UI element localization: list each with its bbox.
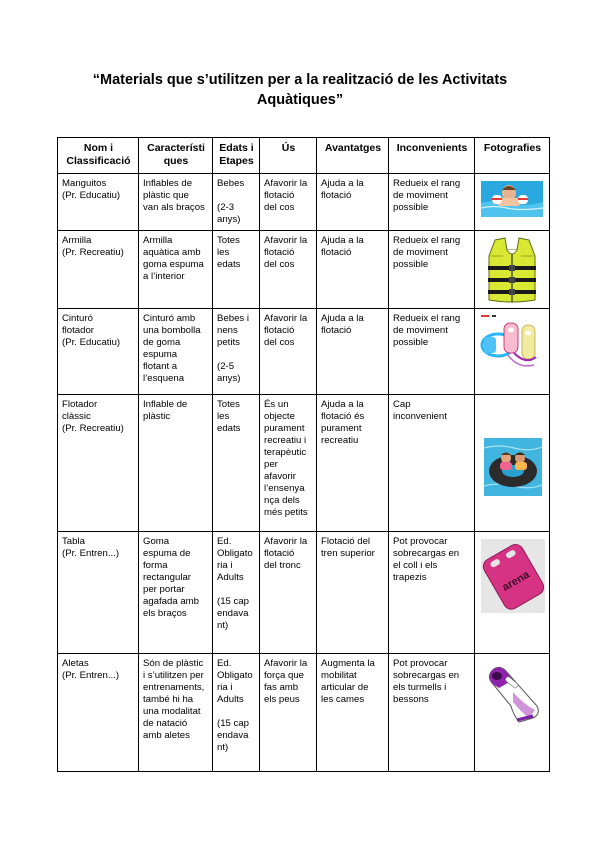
cell-photo xyxy=(475,395,550,532)
header-photos: Fotografies xyxy=(475,138,550,174)
header-drawbacks: Inconvenients xyxy=(389,138,475,174)
cell-ages: Ed. Obligato ria i Adults (15 cap endava nt) xyxy=(213,654,260,772)
table-row xyxy=(58,532,550,654)
header-name: Nom i Classificació xyxy=(58,138,139,174)
cell-ages: Totes les edats xyxy=(213,395,260,532)
cell-advantages: Ajuda a la flotació xyxy=(317,174,389,231)
table-row xyxy=(58,395,550,532)
header-use: Ús xyxy=(260,138,317,174)
kickboard-brand-logo: arena xyxy=(500,568,532,594)
cell-use: És un objecte purament recreatiu i terapèutic per afavorir l’ensenya nça dels més petits xyxy=(260,395,317,532)
cell-use: Afavorir la flotació del cos xyxy=(260,231,317,309)
cell-photo xyxy=(475,309,550,395)
document-title: “Materials que s’utilitzen per a la realització de les Activitats Aquàtiques” xyxy=(92,72,508,108)
swim-ring-photo xyxy=(484,438,542,496)
cell-use: Afavorir la flotació del cos xyxy=(260,174,317,231)
cell-ages: Totes les edats xyxy=(213,231,260,309)
cell-features: Armilla aquàtica amb goma espuma a l’interior xyxy=(139,231,213,309)
cell-advantages: Augmenta la mobilitat articular de les cames xyxy=(317,654,389,772)
cell-drawbacks: Pot provocar sobrecargas en els turmells i bessons xyxy=(389,654,475,772)
cell-use: Afavorir la flotació del tronc xyxy=(260,532,317,654)
header-ages: Edats i Etapes xyxy=(213,138,260,174)
cell-features: Inflable de plàstic xyxy=(139,395,213,532)
table-row xyxy=(58,231,550,309)
cell-name: Flotador clàssic (Pr. Recreatiu) xyxy=(58,395,139,532)
cell-advantages: Ajuda a la flotació xyxy=(317,231,389,309)
cell-advantages: Ajuda a la flotació és purament recreatiu xyxy=(317,395,389,532)
cell-name: Armilla (Pr. Recreatiu) xyxy=(58,231,139,309)
table-row xyxy=(58,174,550,231)
cell-photo xyxy=(475,174,550,231)
cell-drawbacks: Pot provocar sobrecargas en el coll i els trapezis xyxy=(389,532,475,654)
cell-drawbacks: Redueix el rang de moviment possible xyxy=(389,231,475,309)
table-row xyxy=(58,654,550,772)
cell-ages: Ed. Obligato ria i Adults (15 cap endava nt) xyxy=(213,532,260,654)
cell-photo xyxy=(475,654,550,772)
header-advantages: Avantatges xyxy=(317,138,389,174)
cell-photo xyxy=(475,231,550,309)
cell-advantages: Flotació del tren superior xyxy=(317,532,389,654)
cell-ages: Bebes (2-3 anys) xyxy=(213,174,260,231)
cell-features: Goma espuma de forma rectangular per portar agafada amb els braços xyxy=(139,532,213,654)
kickboard-photo xyxy=(481,539,545,613)
cell-name: Cinturó flotador (Pr. Educatiu) xyxy=(58,309,139,395)
cell-drawbacks: Redueix el rang de moviment possible xyxy=(389,309,475,395)
cell-features: Inflables de plàstic que van als braços xyxy=(139,174,213,231)
cell-ages: Bebes i nens petits (2-5 anys) xyxy=(213,309,260,395)
header-row xyxy=(58,138,550,174)
cell-use: Afavorir la flotació del cos xyxy=(260,309,317,395)
table-row xyxy=(58,309,550,395)
materials-table xyxy=(57,137,550,772)
cell-name: Aletas (Pr. Entren...) xyxy=(58,654,139,772)
life-vest-photo xyxy=(483,236,541,304)
cell-features: Cinturó amb una bombolla de goma espuma flotant a l’esquena xyxy=(139,309,213,395)
cell-name: Tabla (Pr. Entren...) xyxy=(58,532,139,654)
cell-features: Són de plàstic i s’utilitzen per entrenaments, també hi ha una modalitat de natació amb aletes xyxy=(139,654,213,772)
cell-drawbacks: Cap inconvenient xyxy=(389,395,475,532)
swim-fin-photo xyxy=(483,662,543,724)
cell-use: Afavorir la força que fas amb els peus xyxy=(260,654,317,772)
cell-name: Manguitos (Pr. Educatiu) xyxy=(58,174,139,231)
header-features: Característi ques xyxy=(139,138,213,174)
cell-advantages: Ajuda a la flotació xyxy=(317,309,389,395)
float-belt-photo xyxy=(478,313,544,371)
child-with-armbands-photo xyxy=(481,181,543,217)
cell-photo xyxy=(475,532,550,654)
cell-drawbacks: Redueix el rang de moviment possible xyxy=(389,174,475,231)
